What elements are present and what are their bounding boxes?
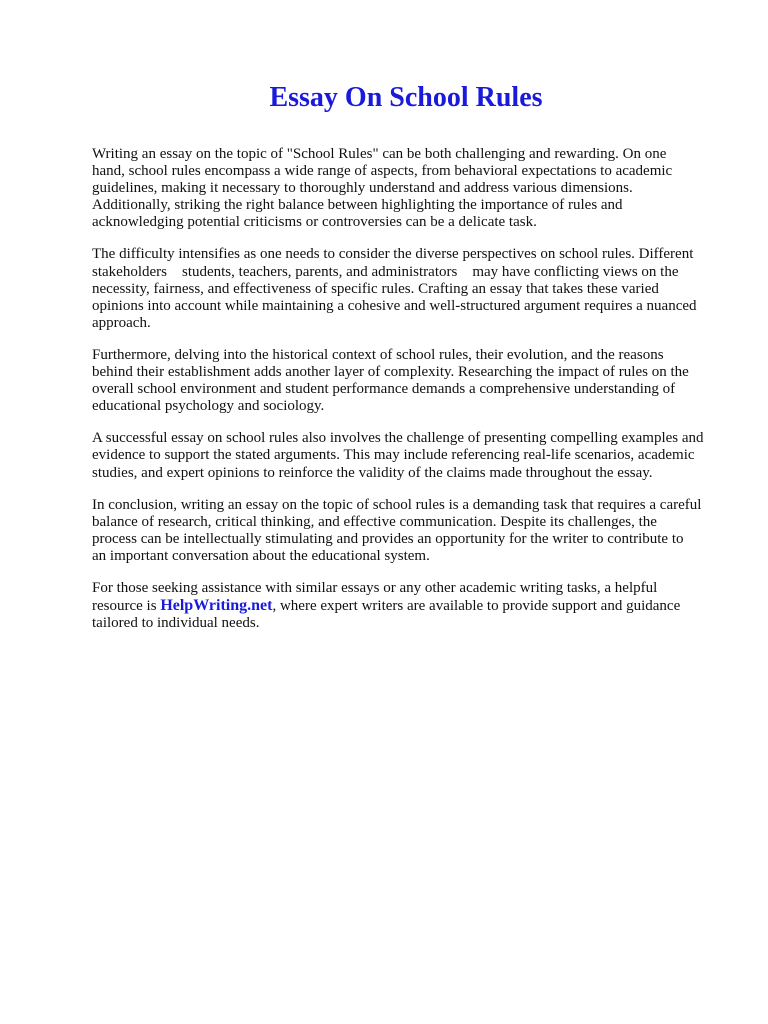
paragraph-line: Writing an essay on the topic of "School Rules" can be both challenging and rewarding. On one bbox=[92, 146, 667, 162]
paragraph-line: an important conversation about the educational system. bbox=[92, 547, 430, 564]
paragraph-line: balance of research, critical thinking, and effective communication. Despite its challenges, the bbox=[92, 513, 657, 530]
closing-paragraph bbox=[92, 580, 732, 632]
essay-paragraph bbox=[92, 146, 732, 231]
page-title: Essay On School Rules bbox=[269, 82, 543, 113]
essay-paragraph bbox=[92, 347, 732, 415]
paragraph-line: Additionally, striking the right balance between highlighting the importance of rules and bbox=[92, 197, 623, 214]
essay-body bbox=[92, 146, 732, 647]
essay-paragraph bbox=[92, 246, 732, 331]
paragraph-line: approach. bbox=[92, 314, 151, 331]
paragraph-line: necessity, fairness, and effectiveness of specific rules. Crafting an essay that takes these varied bbox=[92, 280, 659, 297]
paragraph-line: stakeholders students, teachers, parents, and administrators may have conflicting views on the bbox=[92, 263, 679, 280]
closing-line-1: For those seeking assistance with similar essays or any other academic writing tasks, a helpful bbox=[92, 579, 658, 596]
paragraph-line: evidence to support the stated arguments. This may include referencing real-life scenarios, academic bbox=[92, 447, 695, 464]
essay-paragraphs bbox=[92, 146, 732, 565]
paragraph-line: hand, school rules encompass a wide range of aspects, from behavioral expectations to academic bbox=[92, 163, 673, 180]
paragraph-line: opinions into account while maintaining a cohesive and well-structured argument requires a nuanced bbox=[92, 297, 697, 314]
paragraph-line: Furthermore, delving into the historical context of school rules, their evolution, and the reasons bbox=[92, 346, 664, 363]
paragraph-line: process can be intellectually stimulating and provides an opportunity for the writer to contribute to bbox=[92, 530, 684, 547]
closing-line-3: tailored to individual needs. bbox=[92, 615, 260, 632]
paragraph-line: acknowledging potential criticisms or controversies can be a delicate task. bbox=[92, 214, 537, 231]
paragraph-line: educational psychology and sociology. bbox=[92, 398, 325, 415]
paragraph-line: overall school environment and student performance demands a comprehensive understanding of bbox=[92, 381, 676, 398]
paragraph-line: behind their establishment adds another layer of complexity. Researching the impact of rules on the bbox=[92, 364, 689, 381]
closing-line-2-start: resource is bbox=[92, 598, 161, 615]
essay-paragraph bbox=[92, 497, 732, 565]
closing-line-2 bbox=[92, 597, 732, 615]
paragraph-line: A successful essay on school rules also involves the challenge of presenting compelling examples and bbox=[92, 430, 704, 447]
paragraph-line: guidelines, making it necessary to thoroughly understand and address various dimensions. bbox=[92, 180, 633, 197]
paragraph-line: In conclusion, writing an essay on the topic of school rules is a demanding task that requires a careful bbox=[92, 496, 702, 513]
essay-paragraph bbox=[92, 430, 732, 481]
helpwriting-link[interactable]: HelpWriting.net bbox=[160, 597, 273, 615]
closing-line-2-end: , where expert writers are available to provide support and guidance bbox=[272, 598, 681, 615]
paragraph-line: The difficulty intensifies as one needs to consider the diverse perspectives on school rules. Different bbox=[92, 246, 694, 263]
paragraph-line: studies, and expert opinions to reinforce the validity of the claims made throughout the essay. bbox=[92, 464, 653, 481]
